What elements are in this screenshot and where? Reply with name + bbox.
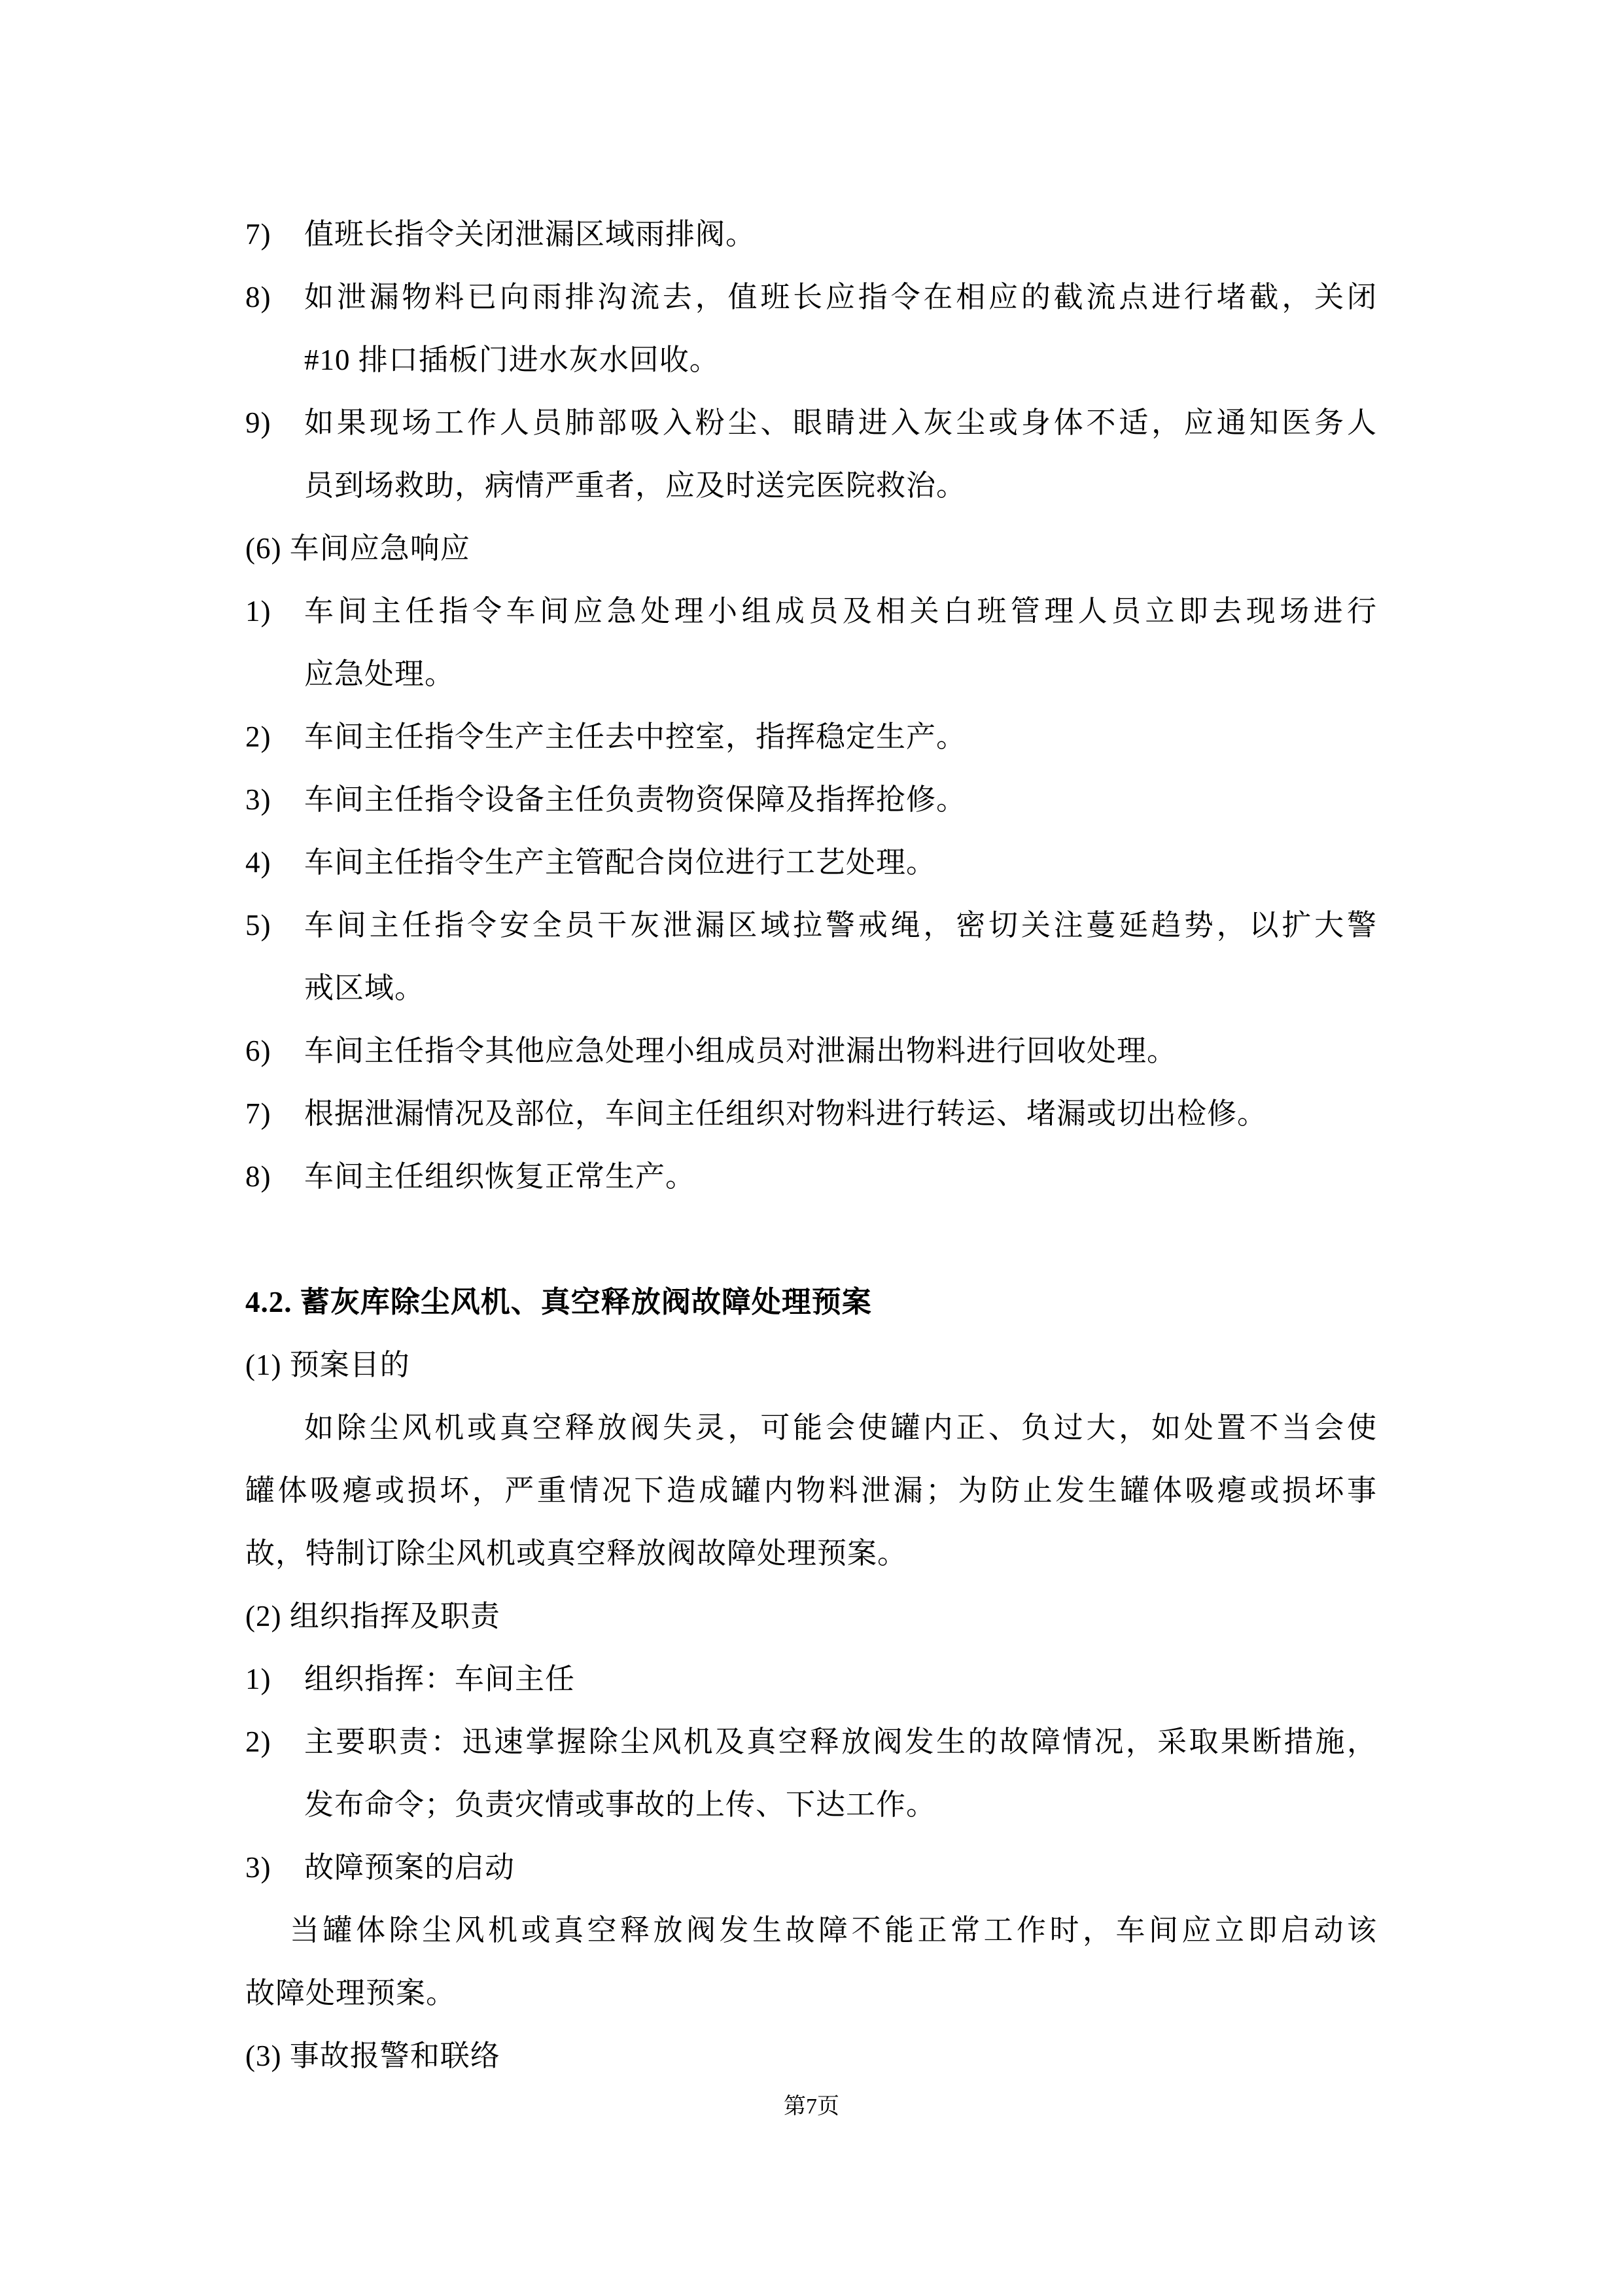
list-item-number: 8) <box>245 281 271 313</box>
list-item-continuation: 发布命令；负责灾情或事故的上传、下达工作。 <box>304 1788 937 1821</box>
section-heading: 4.2. 蓄灰库除尘风机、真空释放阀故障处理预案 <box>245 1286 872 1318</box>
section-label: (2) 组织指挥及职责 <box>245 1600 500 1633</box>
list-item-text: 如泄漏物料已向雨排沟流去，值班长应指令在相应的截流点进行堵截，关闭 <box>304 281 1377 313</box>
list-item <box>245 1836 1377 1899</box>
list-item-number: 3) <box>245 1851 271 1884</box>
blank-line <box>245 1208 1377 1271</box>
list-item <box>245 1019 1377 1082</box>
list-item <box>245 1710 1377 1773</box>
list-item-number: 3) <box>245 783 271 816</box>
list-item-number: 9) <box>245 406 271 439</box>
list-item-number: 2) <box>245 720 271 753</box>
paragraph-line: 如除尘风机或真空释放阀失灵，可能会使罐内正、负过大，如处置不当会使 <box>304 1411 1377 1444</box>
list-item <box>245 768 1377 831</box>
list-item-text: 根据泄漏情况及部位，车间主任组织对物料进行转运、堵漏或切出检修。 <box>304 1097 1268 1130</box>
page-number: 第7页 <box>784 2094 839 2119</box>
list-item-number: 7) <box>245 218 271 251</box>
list-item-number: 7) <box>245 1097 271 1130</box>
list-item-continuation: #10 排口插板门进水灰水回收。 <box>304 344 720 376</box>
list-item-text: 车间主任指令车间应急处理小组成员及相关白班管理人员立即去现场进行 <box>304 595 1377 627</box>
list-item-number: 5) <box>245 909 271 942</box>
paragraph-line: 故障处理预案。 <box>245 1977 457 2009</box>
list-item-continuation: 戒区域。 <box>304 972 425 1004</box>
page-footer <box>0 2094 1623 2120</box>
list-item <box>245 705 1377 768</box>
paragraph-line: 故，特制订除尘风机或真空释放阀故障处理预案。 <box>245 1537 908 1570</box>
list-item-text: 车间主任指令设备主任负责物资保障及指挥抢修。 <box>304 783 967 816</box>
list-item <box>245 1648 1377 1710</box>
list-item-number: 1) <box>245 595 271 627</box>
list-item-text: 车间主任指令安全员干灰泄漏区域拉警戒绳，密切关注蔓延趋势，以扩大警 <box>304 909 1377 942</box>
list-item-text: 车间主任指令其他应急处理小组成员对泄漏出物料进行回收处理。 <box>304 1034 1178 1067</box>
list-item-text: 主要职责：迅速掌握除尘风机及真空释放阀发生的故障情况，采取果断措施， <box>304 1725 1377 1758</box>
list-item-text: 值班长指令关闭泄漏区域雨排阀。 <box>304 218 756 251</box>
list-item <box>245 894 1377 957</box>
list-item-number: 6) <box>245 1034 271 1067</box>
list-item <box>245 391 1377 454</box>
list-item <box>245 831 1377 894</box>
list-item-number: 1) <box>245 1663 271 1695</box>
list-item-continuation: 员到场救助，病情严重者，应及时送完医院救治。 <box>304 469 967 502</box>
list-item <box>245 580 1377 643</box>
list-item <box>245 203 1377 266</box>
list-item-text: 车间主任指令生产主任去中控室，指挥稳定生产。 <box>304 720 967 753</box>
paragraph-line: 当罐体除尘风机或真空释放阀发生故障不能正常工作时，车间应立即启动该 <box>290 1914 1377 1947</box>
list-item-continuation: 应急处理。 <box>304 658 455 690</box>
list-item-text: 故障预案的启动 <box>304 1851 515 1884</box>
section-label: (6) 车间应急响应 <box>245 532 470 565</box>
paragraph-line: 罐体吸瘪或损坏，严重情况下造成罐内物料泄漏；为防止发生罐体吸瘪或损坏事 <box>245 1474 1377 1507</box>
list-item <box>245 1082 1377 1145</box>
list-item-text: 车间主任指令生产主管配合岗位进行工艺处理。 <box>304 846 937 879</box>
list-item-text: 车间主任组织恢复正常生产。 <box>304 1160 696 1193</box>
list-item-text: 组织指挥：车间主任 <box>304 1663 576 1695</box>
list-item-number: 8) <box>245 1160 271 1193</box>
list-item <box>245 266 1377 328</box>
list-item-number: 2) <box>245 1725 271 1758</box>
list-item-text: 如果现场工作人员肺部吸入粉尘、眼睛进入灰尘或身体不适，应通知医务人 <box>304 406 1377 439</box>
section-label: (1) 预案目的 <box>245 1349 410 1381</box>
list-item <box>245 1145 1377 1208</box>
section-label: (3) 事故报警和联络 <box>245 2040 500 2072</box>
list-item-number: 4) <box>245 846 271 879</box>
document-body <box>245 203 1377 2087</box>
